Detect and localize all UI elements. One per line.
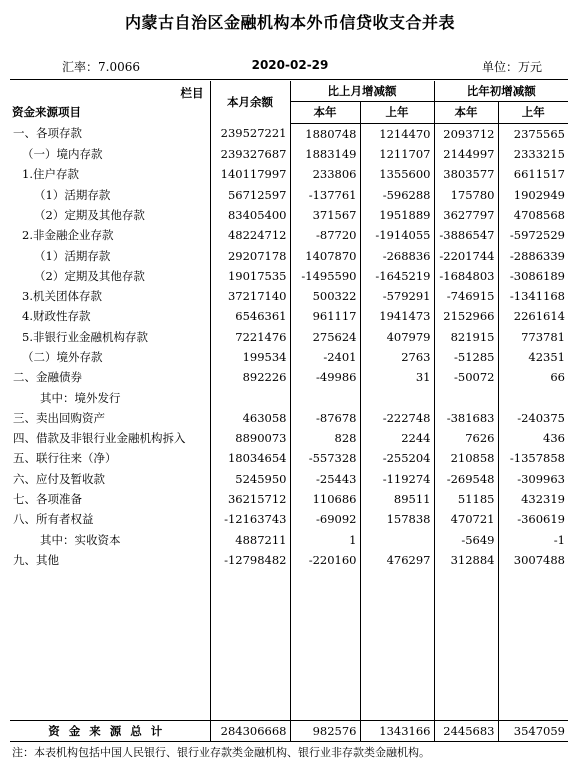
cell-balance: 892226 [210,367,290,387]
cell-month-last-year: 1211707 [360,144,434,164]
row-label: 其中：境外发行 [40,390,121,405]
cell-month-last-year: -119274 [360,469,434,489]
cell-year-this-year: 312884 [434,550,498,570]
cell-balance: 18034654 [210,448,290,468]
row-label: 4.财政性存款 [22,309,91,324]
cell-year-this-year: -5649 [434,530,498,550]
cell-month-last-year: 407979 [360,327,434,347]
cell-year-this-year: 7626 [434,428,498,448]
row-label: 其中：实收资本 [40,532,121,547]
row-label: 九、其他 [13,552,59,567]
cell-year-this-year: 3803577 [434,164,498,184]
cell-month-last-year: 1941473 [360,306,434,326]
cell-month-last-year: 2763 [360,347,434,367]
cell-year-last-year: 1902949 [498,184,568,204]
table-row [10,245,568,265]
total-row [10,720,568,741]
header-year-this-year: 本年 [434,102,498,123]
cell-year-last-year: -240375 [498,408,568,428]
cell-year-this-year: -3886547 [434,225,498,245]
cell-balance [210,387,290,407]
row-label: （1）活期存款 [34,187,111,202]
cell-month-this-year: -220160 [290,550,360,570]
cell-year-last-year: -1 [498,530,568,550]
cell-year-last-year: -1341168 [498,286,568,306]
cell-year-last-year: 66 [498,367,568,387]
header-year-last-year: 上年 [498,102,568,123]
cell-month-this-year: 1880748 [290,123,360,144]
table-body [10,123,568,741]
table-row [10,550,568,570]
row-label: 3.机关团体存款 [22,289,102,304]
cell-year-this-year: 2144997 [434,144,498,164]
cell-month-last-year: -1645219 [360,266,434,286]
cell-balance: 239327687 [210,144,290,164]
exchange-rate: 汇率：7.0066 [62,60,140,74]
cell-balance: 83405400 [210,205,290,225]
cell-month-last-year: 1214470 [360,123,434,144]
cell-month-last-year: 2244 [360,428,434,448]
row-label: 七、各项准备 [13,492,82,507]
cell-month-this-year: 500322 [290,286,360,306]
unit-label: 单位：万元 [481,60,542,74]
cell-balance: 56712597 [210,184,290,204]
cell-month-last-year [360,530,434,550]
cell-year-this-year: -381683 [434,408,498,428]
cell-month-last-year: -1914055 [360,225,434,245]
cell-year-last-year: 2261614 [498,306,568,326]
cell-month-last-year: -579291 [360,286,434,306]
table-row [10,509,568,529]
cell-month-last-year: 476297 [360,550,434,570]
cell-year-this-year: -746915 [434,286,498,306]
cell-year-last-year: 42351 [498,347,568,367]
cell-year-this-year: -269548 [434,469,498,489]
header-group-month: 比上月增减额 [290,81,434,102]
cell-balance: 36215712 [210,489,290,509]
cell-month-this-year: 371567 [290,205,360,225]
table-row [10,184,568,204]
cell-balance: 19017535 [210,266,290,286]
cell-year-this-year: 2152966 [434,306,498,326]
table-row [10,205,568,225]
table-row [10,428,568,448]
cell-year-this-year: 2093712 [434,123,498,144]
cell-year-last-year: 3007488 [498,550,568,570]
cell-month-last-year: 1951889 [360,205,434,225]
header-group-year: 比年初增减额 [434,81,568,102]
cell-month-this-year: 1 [290,530,360,550]
cell-balance: 4887211 [210,530,290,550]
cell-year-last-year: -3086189 [498,266,568,286]
header-corner-cell [10,81,210,123]
row-label: 5.非银行业金融机构存款 [22,329,148,344]
cell-month-last-year: -596288 [360,184,434,204]
cell-year-this-year: 470721 [434,509,498,529]
cell-month-this-year [290,387,360,407]
report-title: 内蒙古自治区金融机构本外币信贷收支合并表 [124,13,455,32]
row-label: 一、各项存款 [13,126,82,141]
cell-year-last-year: -360619 [498,509,568,529]
row-label: 二、金融债券 [13,370,82,385]
cell-month-last-year: 157838 [360,509,434,529]
table-row [10,266,568,286]
total-year-this-year: 2445683 [434,720,498,741]
cell-month-this-year: -2401 [290,347,360,367]
table-row [10,367,568,387]
total-balance: 284306668 [210,720,290,741]
cell-month-this-year: 1883149 [290,144,360,164]
cell-month-this-year: -69092 [290,509,360,529]
row-label: （二）境外存款 [22,350,103,364]
cell-balance: 199534 [210,347,290,367]
table-row [10,469,568,489]
cell-year-last-year: 432319 [498,489,568,509]
cell-month-this-year: -49986 [290,367,360,387]
cell-year-this-year [434,387,498,407]
cell-balance: 6546361 [210,306,290,326]
cell-year-this-year: 175780 [434,184,498,204]
row-label: （一）境内存款 [22,147,103,162]
cell-balance: 29207178 [210,245,290,265]
cell-month-this-year: -1495590 [290,266,360,286]
table-row [10,489,568,509]
cell-year-last-year: -309963 [498,469,568,489]
row-label: 六、应付及暂收款 [13,471,105,486]
cell-year-last-year: -2886339 [498,245,568,265]
cell-balance: 48224712 [210,225,290,245]
table-row [10,387,568,407]
cell-year-last-year: 2375565 [498,123,568,144]
table-header [10,81,568,123]
total-month-last-year: 1343166 [360,720,434,741]
header-month-balance: 本月余额 [210,81,290,123]
cell-month-this-year: 1407870 [290,245,360,265]
table-row [10,347,568,367]
cell-month-this-year: 828 [290,428,360,448]
table-row [10,225,568,245]
cell-balance: 7221476 [210,327,290,347]
table-row [10,448,568,468]
cell-month-this-year: 233806 [290,164,360,184]
cell-month-this-year: -137761 [290,184,360,204]
cell-month-last-year: 31 [360,367,434,387]
cell-year-this-year: 210858 [434,448,498,468]
cell-month-last-year: -268836 [360,245,434,265]
cell-month-this-year: -25443 [290,469,360,489]
cell-year-this-year: -2201744 [434,245,498,265]
credit-table [10,81,568,742]
top-rule [10,79,568,80]
cell-month-last-year: 89511 [360,489,434,509]
cell-month-last-year [360,387,434,407]
cell-month-last-year: -222748 [360,408,434,428]
blank-spacer-row [10,570,568,720]
row-label: （2）定期及其他存款 [34,268,145,283]
cell-year-last-year: 436 [498,428,568,448]
cell-balance: 239527221 [210,123,290,144]
cell-year-this-year: 821915 [434,327,498,347]
total-year-last-year: 3547059 [498,720,568,741]
cell-year-this-year: 51185 [434,489,498,509]
cell-balance: 8890073 [210,428,290,448]
cell-month-this-year: 275624 [290,327,360,347]
cell-year-this-year: -51285 [434,347,498,367]
cell-balance: 5245950 [210,469,290,489]
cell-year-this-year: 3627797 [434,205,498,225]
total-label: 资金来源总计 [10,720,210,741]
cell-year-last-year: 2333215 [498,144,568,164]
cell-month-last-year: 1355600 [360,164,434,184]
cell-year-last-year: 773781 [498,327,568,347]
cell-month-this-year: 961117 [290,306,360,326]
table-row [10,164,568,184]
row-label: 1.住户存款 [22,167,79,182]
header-corner-bottom: 资金来源项目 [12,105,81,120]
cell-year-last-year: 4708568 [498,205,568,225]
cell-month-this-year: -87720 [290,225,360,245]
cell-balance: 140117997 [210,164,290,184]
row-label: （1）活期存款 [34,248,111,263]
cell-year-last-year: -5972529 [498,225,568,245]
row-label: 三、卖出回购资产 [13,410,105,425]
cell-balance: 463058 [210,408,290,428]
cell-month-this-year: -87678 [290,408,360,428]
cell-month-this-year: 110686 [290,489,360,509]
header-corner-top: 栏目 [180,86,204,100]
cell-year-last-year: 6611517 [498,164,568,184]
cell-month-last-year: -255204 [360,448,434,468]
footnote: 注：本表机构包括中国人民银行、银行业存款类金融机构、银行业非存款类金融机构。 [12,746,430,759]
table-row [10,327,568,347]
cell-year-this-year: -50072 [434,367,498,387]
report-date: 2020-02-29 [251,58,329,72]
cell-year-last-year [498,387,568,407]
row-label: （2）定期及其他存款 [34,207,145,222]
row-label: 五、联行往来（净） [13,451,117,466]
row-label: 八、所有者权益 [13,512,94,527]
table-row [10,286,568,306]
header-month-last-year: 上年 [360,102,434,123]
cell-year-last-year: -1357858 [498,448,568,468]
header-month-this-year: 本年 [290,102,360,123]
table-row [10,530,568,550]
row-label: 2.非金融企业存款 [22,228,114,243]
cell-month-this-year: -557328 [290,448,360,468]
cell-balance: -12798482 [210,550,290,570]
cell-balance: -12163743 [210,509,290,529]
table-row [10,144,568,164]
cell-year-this-year: -1684803 [434,266,498,286]
table-row [10,408,568,428]
row-label: 四、借款及非银行业金融机构拆入 [13,431,186,446]
cell-balance: 37217140 [210,286,290,306]
table-row [10,306,568,326]
table-row [10,123,568,144]
total-month-this-year: 982576 [290,720,360,741]
